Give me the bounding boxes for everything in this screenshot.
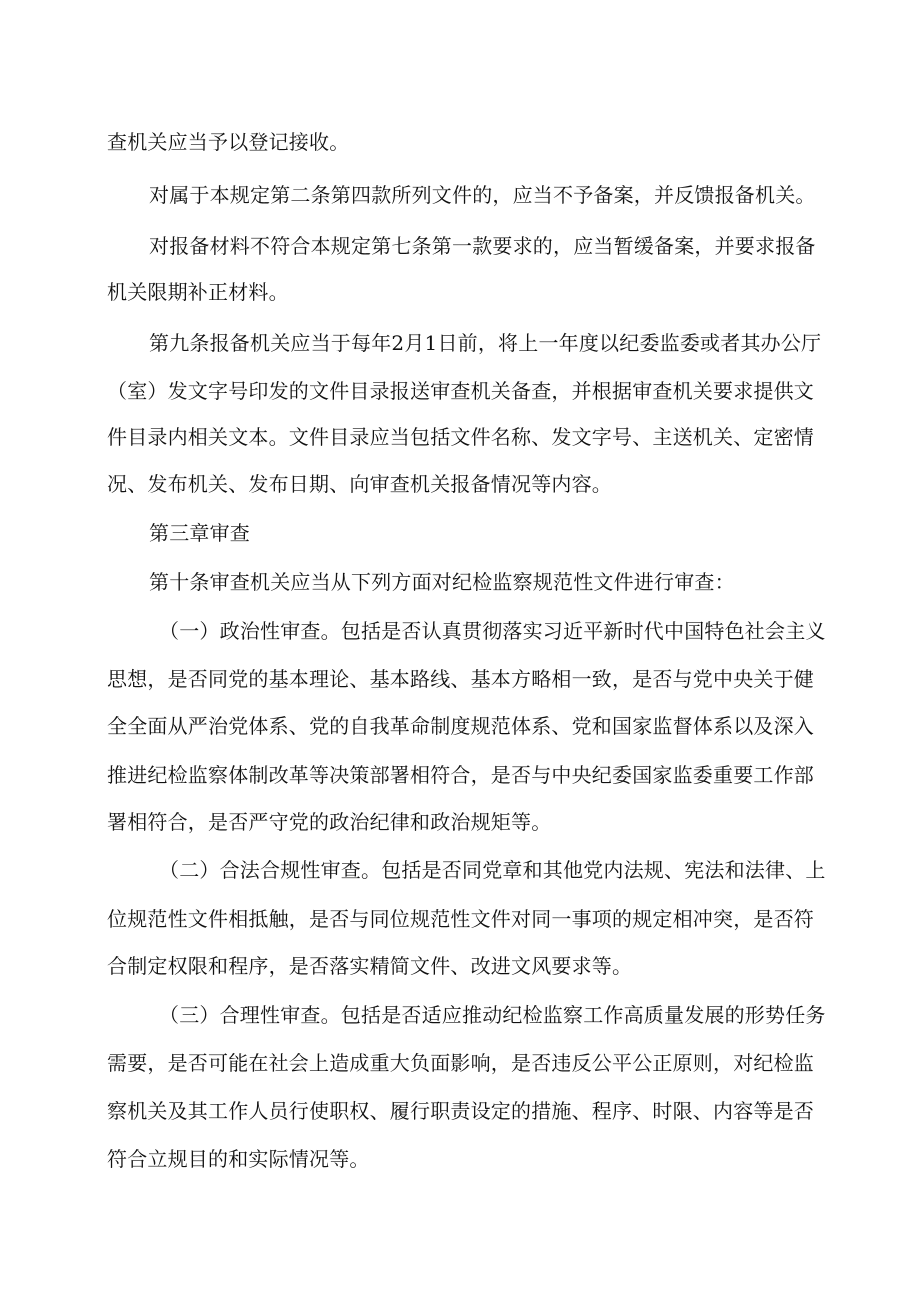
paragraph-line: （二）合法合规性审查。包括是否同党章和其他党内法规、宪法和法律、上 [159,858,826,882]
paragraph-line: 需要，是否可能在社会上造成重大负面影响，是否违反公平公正原则，对纪检监 [107,1051,814,1075]
paragraph-line: 合制定权限和程序，是否落实精简文件、改进文风要求等。 [107,954,633,978]
paragraph-line: 第九条报备机关应当于每年2月1日前，将上一年度以纪委监委或者其办公厅 [149,331,822,355]
paragraph-line: 全全面从严治党体系、党的自我革命制度规范体系、党和国家监督体系以及深入 [107,714,814,738]
paragraph-line: 符合立规目的和实际情况等。 [107,1147,370,1171]
paragraph-line: 况、发布机关、发布日期、向审查机关报备情况等内容。 [107,472,612,496]
paragraph-line: 机关限期补正材料。 [107,280,289,304]
paragraph-line: 查机关应当予以登记接收。 [107,130,350,154]
paragraph-line: （三）合理性审查。包括是否适应推动纪检监察工作高质量发展的形势任务 [159,1003,826,1027]
paragraph-line: 第十条审查机关应当从下列方面对纪检监察规范性文件进行审查： [149,570,735,594]
paragraph-line: 对属于本规定第二条第四款所列文件的，应当不予备案，并反馈报备机关。 [149,183,816,207]
paragraph-line: 件目录内相关文本。文件目录应当包括文件名称、发文字号、主送机关、定密情 [107,425,814,449]
paragraph-line: 推进纪检监察体制改革等决策部署相符合，是否与中央纪委国家监委重要工作部 [107,763,814,787]
paragraph-line: （室）发文字号印发的文件目录报送审查机关备查，并根据审查机关要求提供文 [107,379,814,403]
paragraph-line: 思想，是否同党的基本理论、基本路线、基本方略相一致，是否与党中央关于健 [107,667,814,691]
paragraph-line: （一）政治性审查。包括是否认真贯彻落实习近平新时代中国特色社会主义 [159,619,826,643]
chapter-heading: 第三章审查 [149,521,250,545]
paragraph-line: 察机关及其工作人员行使职权、履行职责设定的措施、程序、时限、内容等是否 [107,1099,814,1123]
paragraph-line: 署相符合，是否严守党的政治纪律和政治规矩等。 [107,810,552,834]
paragraph-line: 位规范性文件相抵触，是否与同位规范性文件对同一事项的规定相冲突，是否符 [107,907,814,931]
paragraph-line: 对报备材料不符合本规定第七条第一款要求的，应当暂缓备案，并要求报备 [149,234,816,258]
